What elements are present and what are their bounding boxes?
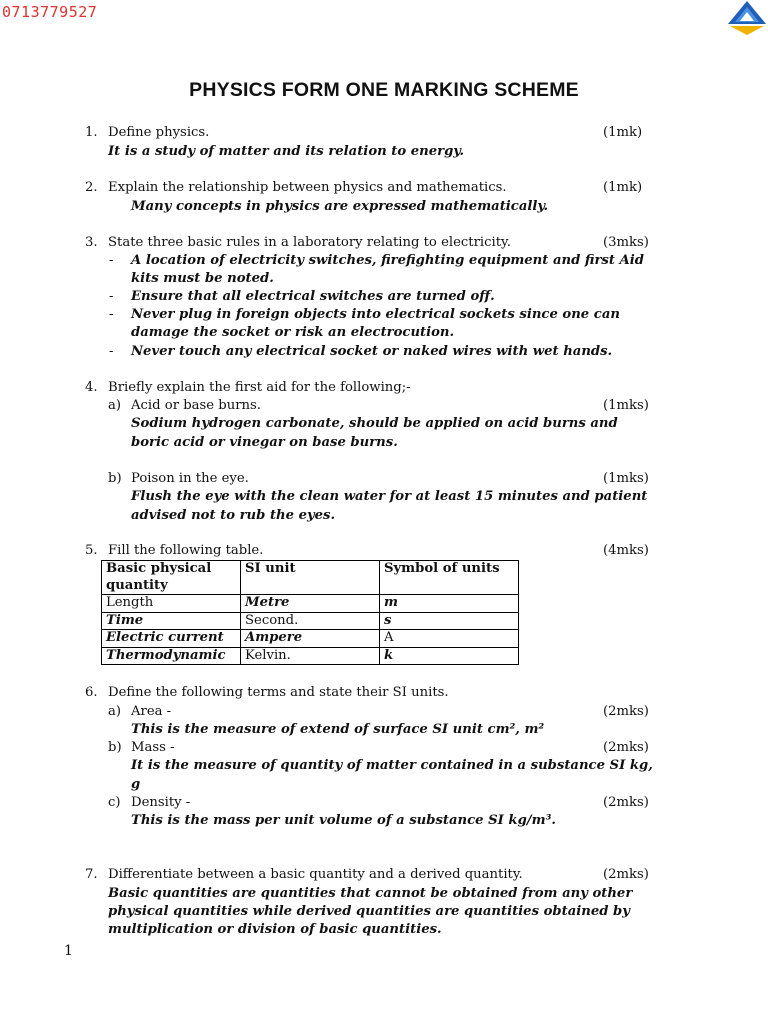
q3-answer-line: damage the socket or risk an electrocution. <box>131 325 455 340</box>
q4a-answer-line: boric acid or vinegar on base burns. <box>131 435 398 450</box>
q4-number: 4. <box>85 380 98 395</box>
units-table <box>101 560 519 665</box>
table-cell: k <box>380 647 519 665</box>
table-row <box>102 612 519 630</box>
q4b-answer-line: advised not to rub the eyes. <box>131 508 336 523</box>
table-row <box>102 595 519 613</box>
q3-answer-line: Never touch any electrical socket or naked wires with wet hands. <box>131 344 613 359</box>
q3-text: State three basic rules in a laboratory relating to electricity. <box>108 235 511 250</box>
bullet-dash: - <box>109 307 114 322</box>
q6a-marks: (2mks) <box>603 704 649 719</box>
q3-answer-line: Ensure that all electrical switches are turned off. <box>131 289 495 304</box>
q3-answer-line: Never plug in foreign objects into electrical sockets since one can <box>131 307 620 322</box>
q1-number: 1. <box>85 125 98 140</box>
q4a-label: a) <box>108 398 122 413</box>
q3-answer-line: kits must be noted. <box>131 271 274 286</box>
q1-text: Define physics. <box>108 125 210 140</box>
q7-marks: (2mks) <box>603 867 649 882</box>
table-header-cell: SI unit <box>241 561 380 595</box>
q7-answer-line: multiplication or division of basic quantities. <box>108 922 442 937</box>
q4b-text: Poison in the eye. <box>131 471 249 486</box>
table-cell: A <box>380 630 519 648</box>
q4b-label: b) <box>108 471 122 486</box>
q4b-answer-line: Flush the eye with the clean water for at least 15 minutes and patient <box>131 489 648 504</box>
q2-marks: (1mk) <box>603 180 643 195</box>
table-header-cell: Symbol of units <box>380 561 519 595</box>
table-cell: m <box>380 595 519 613</box>
q6c-text: Density - <box>131 795 191 810</box>
q7-number: 7. <box>85 867 98 882</box>
q7-answer-line: physical quantities while derived quantities are quantities obtained by <box>108 904 630 919</box>
q6b-label: b) <box>108 740 122 755</box>
phone-number: 0713779527 <box>2 3 98 21</box>
page-number: 1 <box>64 943 73 959</box>
table-cell: Length <box>102 595 241 613</box>
table-cell: Thermodynamic <box>102 647 241 665</box>
q4a-marks: (1mks) <box>603 398 649 413</box>
q6c-answer-line: This is the mass per unit volume of a substance SI kg/m³. <box>131 813 556 828</box>
table-row <box>102 647 519 665</box>
q3-answer-line: A location of electricity switches, firefighting equipment and first Aid <box>131 253 645 268</box>
q2-text: Explain the relationship between physics and mathematics. <box>108 180 507 195</box>
table-row <box>102 630 519 648</box>
table-cell: Ampere <box>241 630 380 648</box>
q6c-label: c) <box>108 795 121 810</box>
q6b-answer-line: g <box>131 777 141 792</box>
table-cell: Metre <box>241 595 380 613</box>
q4-text: Briefly explain the first aid for the following;- <box>108 380 411 395</box>
q6a-answer-line: This is the measure of extend of surface SI unit cm², m² <box>131 722 545 737</box>
q4b-marks: (1mks) <box>603 471 649 486</box>
q4a-answer-line: Sodium hydrogen carbonate, should be applied on acid burns and <box>131 416 618 431</box>
q6a-text: Area - <box>131 704 172 719</box>
q7-answer-line: Basic quantities are quantities that cannot be obtained from any other <box>108 886 633 901</box>
bullet-dash: - <box>109 253 114 268</box>
q6-text: Define the following terms and state their SI units. <box>108 685 449 700</box>
q1-answer: It is a study of matter and its relation to energy. <box>108 144 465 159</box>
q6b-marks: (2mks) <box>603 740 649 755</box>
q5-number: 5. <box>85 543 98 558</box>
page-title: PHYSICS FORM ONE MARKING SCHEME <box>189 79 579 101</box>
q6-number: 6. <box>85 685 98 700</box>
table-header-row <box>102 561 519 595</box>
q3-marks: (3mks) <box>603 235 649 250</box>
q6a-label: a) <box>108 704 122 719</box>
q7-text: Differentiate between a basic quantity and a derived quantity. <box>108 867 523 882</box>
table-cell: Time <box>102 612 241 630</box>
q6b-answer-line: It is the measure of quantity of matter contained in a substance SI kg, <box>131 758 653 773</box>
q1-marks: (1mk) <box>603 125 643 140</box>
bullet-dash: - <box>109 289 114 304</box>
table-cell: Second. <box>241 612 380 630</box>
table-header-cell: Basic physical quantity <box>102 561 241 595</box>
q2-number: 2. <box>85 180 98 195</box>
table-cell: s <box>380 612 519 630</box>
q5-text: Fill the following table. <box>108 543 264 558</box>
q4a-text: Acid or base burns. <box>131 398 261 413</box>
table-cell: Electric current <box>102 630 241 648</box>
q6c-marks: (2mks) <box>603 795 649 810</box>
q5-marks: (4mks) <box>603 543 649 558</box>
q2-answer: Many concepts in physics are expressed mathematically. <box>131 199 549 214</box>
bullet-dash: - <box>109 344 114 359</box>
logo-icon <box>726 0 768 38</box>
q6b-text: Mass - <box>131 740 175 755</box>
table-cell: Kelvin. <box>241 647 380 665</box>
q3-number: 3. <box>85 235 98 250</box>
